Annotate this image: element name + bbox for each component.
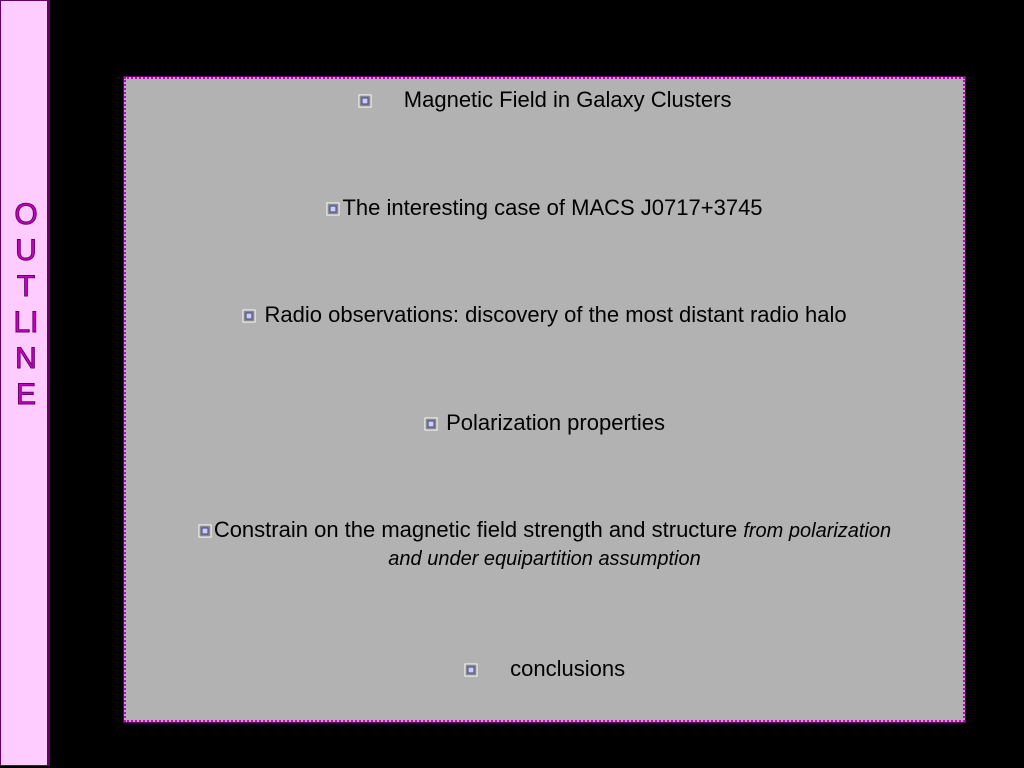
outline-item bbox=[126, 410, 963, 436]
square-bullet-icon bbox=[358, 94, 372, 108]
outline-item bbox=[126, 87, 963, 113]
outline-vertical-title bbox=[1, 197, 51, 413]
sidebar-letter: T bbox=[16, 270, 36, 303]
square-bullet-icon bbox=[464, 663, 478, 677]
outline-item-italic-line: and under equipartition assumption bbox=[388, 548, 701, 570]
outline-item-text: Polarization properties bbox=[446, 410, 666, 435]
sidebar-letter: U bbox=[15, 234, 37, 267]
sidebar-letter: LI bbox=[13, 306, 39, 339]
outline-item bbox=[126, 656, 963, 682]
outline-panel bbox=[124, 77, 965, 722]
sidebar-letter: E bbox=[15, 378, 36, 411]
outline-item-text: conclusions bbox=[510, 656, 626, 681]
outline-item-text: Radio observations: discovery of the most distant radio halo bbox=[264, 302, 847, 327]
outline-sidebar bbox=[0, 0, 50, 766]
outline-item-text: Constrain on the magnetic field strength and structure bbox=[213, 517, 744, 542]
outline-item bbox=[126, 302, 963, 328]
square-bullet-icon bbox=[326, 202, 340, 216]
square-bullet-icon bbox=[424, 417, 438, 431]
sidebar-letter: N bbox=[15, 342, 37, 375]
outline-item-text: The interesting case of MACS J0717+3745 bbox=[342, 195, 763, 220]
square-bullet-icon bbox=[242, 309, 256, 323]
outline-item bbox=[126, 195, 963, 221]
outline-item-italic: from polarization bbox=[743, 520, 892, 542]
outline-item-text: Magnetic Field in Galaxy Clusters bbox=[403, 87, 732, 112]
square-bullet-icon bbox=[198, 524, 212, 538]
sidebar-letter: O bbox=[14, 198, 38, 231]
outline-item bbox=[126, 517, 963, 574]
